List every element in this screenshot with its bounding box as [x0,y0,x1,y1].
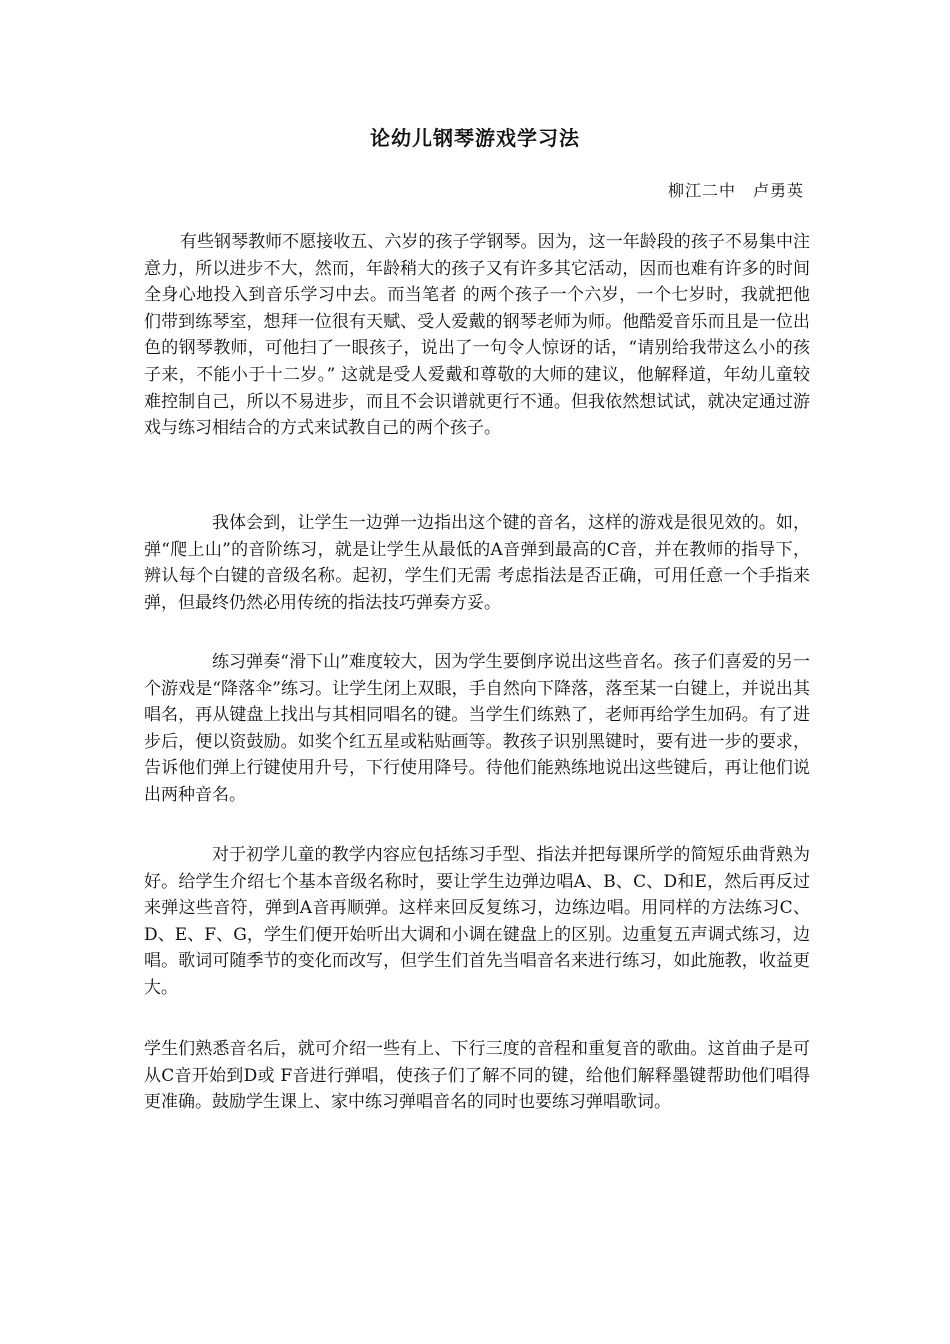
paragraph-4: 对于初学儿童的教学内容应包括练习手型、指法并把每课所学的简短乐曲背熟为好。给学生介绍七个基本音级名称时，要让学生边弹边唱A、B、C、D和E，然后再反过来弹这些音符，弹到A音再顺弹。这样来回反复练习，边练边唱。用同样的方法练习C、D、E、F、G，学生们便开始听出大调和小调在键盘上的区别。边重复五声调式练习，边唱。歌词可随季节的变化而改写，但学生们首先当唱音名来进行练习，如此施教，收益更大。 [144,845,810,998]
paragraph-1: 有些钢琴教师不愿接收五、六岁的孩子学钢琴。因为，这一年龄段的孩子不易集中注意力，所以进步不大，然而，年龄稍大的孩子又有许多其它活动，因而也难有许多的时间全身心地投入到音乐学习中去。而当笔者 的两个孩子一个六岁，一个七岁时，我就把他们带到练琴室，想拜一位很有天赋、受人爱戴的钢琴老师为师。他酷爱音乐而且是一位出色的钢琴教师，可他扫了一眼孩子，说出了一句令人惊讶的话，“请别给我带这么小的孩子来，不能小于十二岁。” 这就是受人爱戴和尊敬的大师的建议，他解释道，年幼儿童较难控制自己，所以不易进步，而且不会识谱就更行不通。但我依然想试试，就决定通过游戏与练习相结合的方式来试教自己的两个孩子。 [144,232,810,439]
author-line: 柳江二中 卢勇英 [667,181,804,200]
paragraph-5: 学生们熟悉音名后，就可介绍一些有上、下行三度的音程和重复音的歌曲。这首曲子是可从C音开始到D或 F音进行弹唱，使孩子们了解不同的键，给他们解释墨键帮助他们唱得更准确。鼓励学生课上、家中练习弹唱音名的同时也要练习弹唱歌词。 [144,1039,810,1113]
paragraph-3: 练习弹奏“滑下山”难度较大，因为学生要倒序说出这些音名。孩子们喜爱的另一个游戏是“降落伞”练习。让学生闭上双眼，手自然向下降落，落至某一白键上，并说出其唱名，再从键盘上找出与其相同唱名的键。当学生们练熟了，老师再给学生加码。有了进步后，便以资鼓励。如奖个红五星或粘贴画等。教孩子识别黑键时，要有进一步的要求，告诉他们弹上行键使用升号，下行使用降号。待他们能熟练地说出这些键后，再让他们说出两种音名。 [144,652,810,805]
paragraph-2: 我体会到，让学生一边弹一边指出这个键的音名，这样的游戏是很见效的。如，弹“爬上山”的音阶练习，就是让学生从最低的A音弹到最高的C音，并在教师的指导下，辨认每个白键的音级名称。起初，学生们无需 考虑指法是否正确，可用任意一个手指来弹，但最终仍然必用传统的指法技巧弹奏方妥。 [144,513,810,613]
document-title: 论幼儿钢琴游戏学习法 [370,126,580,150]
